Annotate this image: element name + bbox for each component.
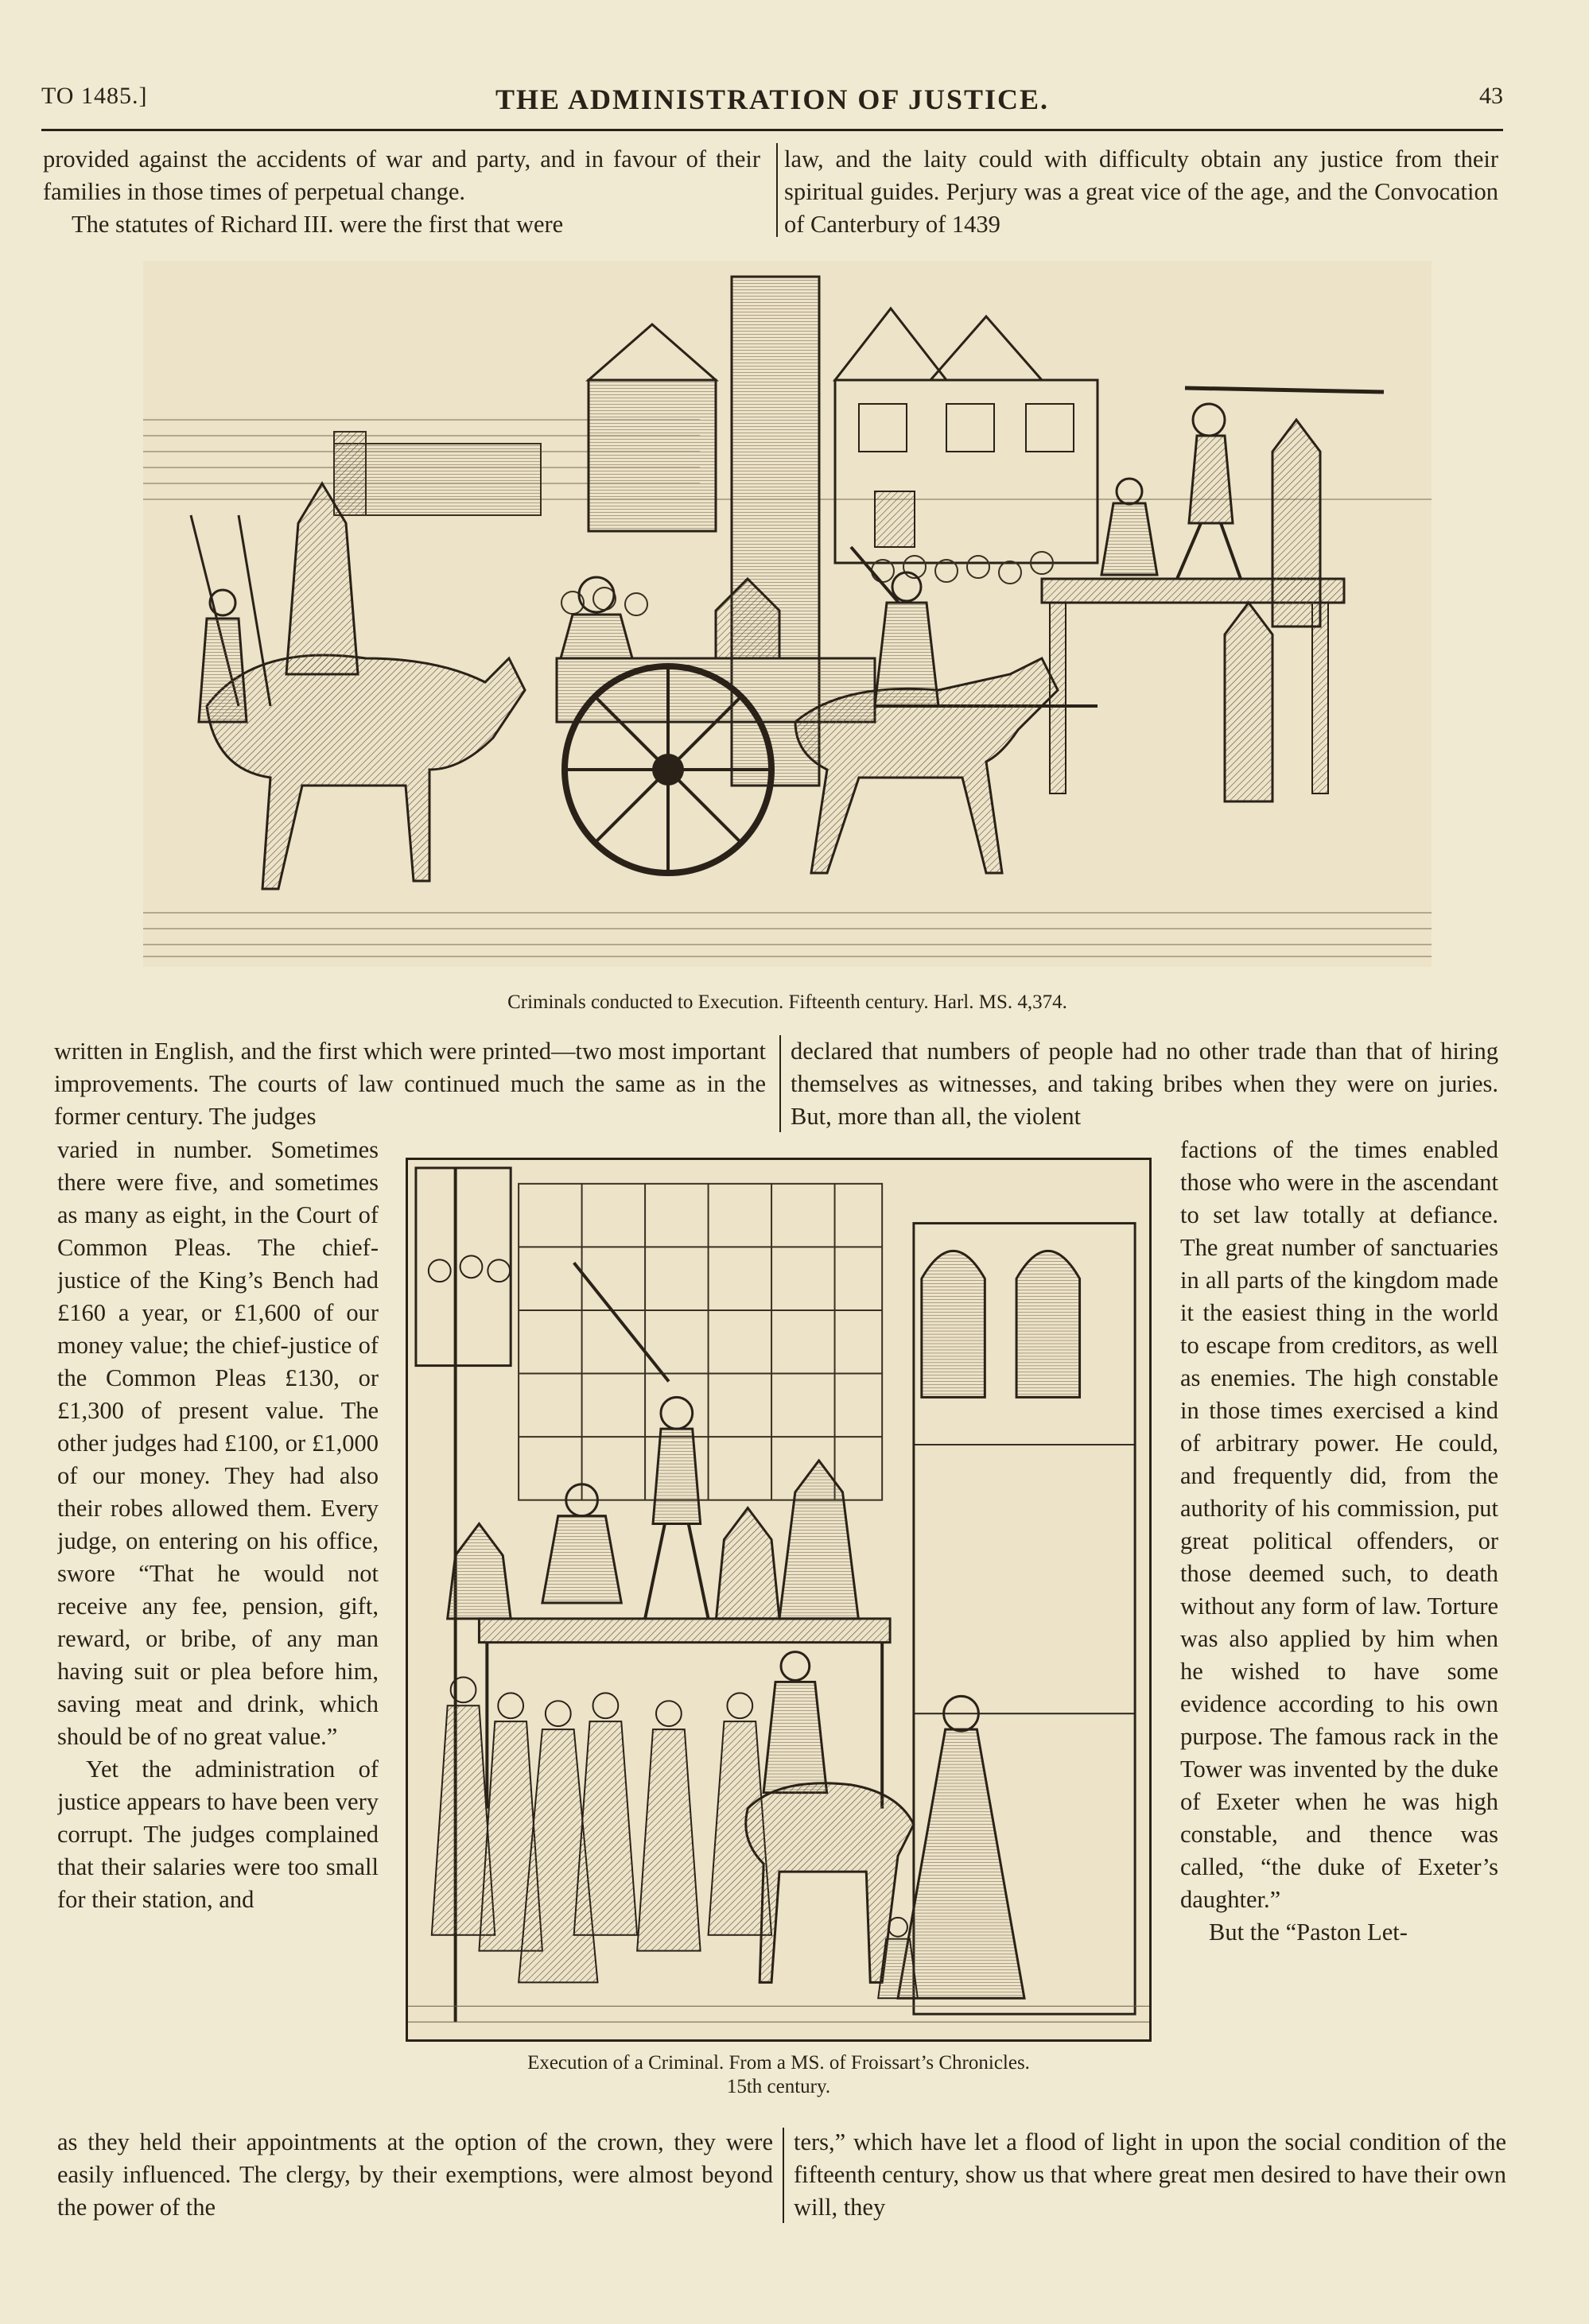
procession-engraving-illustration bbox=[143, 261, 1432, 967]
paragraph: factions of the times enabled those who were in the ascendant to set law totally at defiance. The great number of sanctuaries in all parts of the kingdom made it the easiest thing in the world to escape from creditors, as well as enemies. The high constable in those times exercised a kind of arbitrary power. He could, and frequently did, from the authority of his commission, put great political offenders, or those deemed such, to death without any form of law. Torture was also applied by him when he wished to have some evidence according to his own purpose. The famous rack in the Tower was invented by the duke of Exeter when he was high constable, and thence was called, “the duke of Exeter’s daughter.” bbox=[1180, 1136, 1498, 1913]
figure-criminals-conducted bbox=[143, 261, 1432, 967]
paragraph: varied in number. Sometimes there were five, and sometimes as many as eight, in the Court of Common Pleas. The chief-justice of the King’s Bench had £160 a year, or £1,600 of our money value; the chief-justice of the Common Pleas £130, or £1,300 of present value. The other judges had £100, or £1,000 of our money. They had also their robes allowed them. Every judge, on entering on his office, swore “That he would not receive any fee, pension, gift, reward, or bribe, of any man having suit or plea before him, saving meat and drink, which should be of no great value.” bbox=[57, 1136, 379, 1750]
figure-execution-of-criminal bbox=[406, 1158, 1152, 2042]
top-right-column bbox=[784, 143, 1498, 242]
paragraph: declared that numbers of people had no other trade than that of hiring themselves as witnesses, and taking bribes when they were on juries. But, more than all, the violent bbox=[791, 1038, 1498, 1130]
running-head bbox=[41, 83, 1503, 119]
column-rule bbox=[783, 2128, 784, 2223]
middle-left-column bbox=[54, 1035, 766, 1137]
page-number: 43 bbox=[1479, 83, 1503, 109]
paragraph: as they held their appointments at the option of the crown, they were easily influenced. The clergy, by their exemptions, were almost beyond the power of the bbox=[57, 2128, 773, 2221]
paragraph: But the “Paston Let- bbox=[1209, 1919, 1408, 1946]
paragraph: ters,” which have let a flood of light in upon the social condition of the fifteenth century, show us that where great men desired to have their own will, they bbox=[794, 2128, 1506, 2221]
bottom-left-column bbox=[57, 2126, 773, 2228]
narrow-left-column bbox=[57, 1134, 379, 2131]
middle-right-column bbox=[791, 1035, 1498, 1137]
paragraph: law, and the laity could with difficulty obtain any justice from their spiritual guides. Perjury was a great vice of the age, and the Convocation of Canterbury of 1439 bbox=[784, 145, 1498, 238]
paragraph: The statutes of Richard III. were the first that were bbox=[72, 211, 564, 238]
column-rule bbox=[779, 1035, 781, 1132]
running-head-left: TO 1485.] bbox=[41, 83, 148, 109]
figure-caption-line: 15th century. bbox=[726, 2076, 831, 2097]
figure-caption: Criminals conducted to Execution. Fifteenth century. Harl. MS. 4,374. bbox=[507, 991, 1067, 1013]
figure-caption bbox=[398, 2051, 1160, 2099]
narrow-right-column bbox=[1180, 1134, 1498, 2131]
paragraph: written in English, and the first which were printed—two most important improvements. The courts of law continued much the same as in the former century. The judges bbox=[54, 1038, 766, 1130]
column-rule bbox=[776, 143, 778, 237]
paragraph: provided against the accidents of war and party, and in favour of their families in those times of perpetual change. bbox=[43, 145, 760, 205]
top-left-column bbox=[43, 143, 760, 242]
running-head-title: THE ADMINISTRATION OF JUSTICE. bbox=[495, 83, 1050, 115]
bottom-right-column bbox=[794, 2126, 1506, 2228]
figure-caption-line: Execution of a Criminal. From a MS. of Froissart’s Chronicles. bbox=[527, 2052, 1030, 2074]
header-rule bbox=[41, 129, 1503, 131]
execution-scene-illustration bbox=[408, 1160, 1149, 2039]
paragraph: Yet the administration of justice appears to have been very corrupt. The judges complained that their salaries were too small for their station, and bbox=[57, 1756, 379, 1913]
